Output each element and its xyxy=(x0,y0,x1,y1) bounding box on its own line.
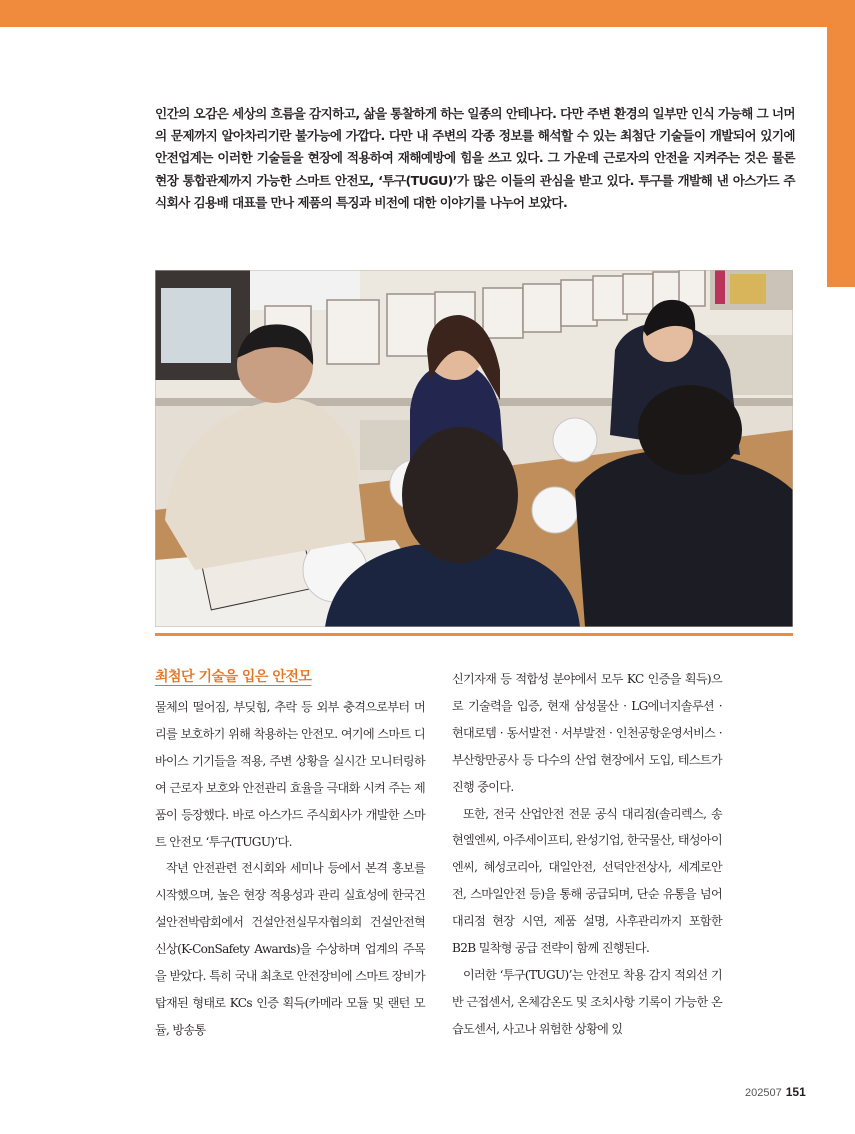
right-paragraph-1: 신기자재 등 적합성 분야에서 모두 KC 인증을 획득)으로 기술력을 입증, 현재 삼성물산 · LG에너지솔루션 · 현대로템 · 동서발전 · 서부발전 · 인천공항운영서비스 · 부산항만공사 등 다수의 산업 현장에서 도입, 테스트가 진행 중이다. xyxy=(452,672,722,794)
left-paragraph-1: 물체의 떨어짐, 부딪힘, 추락 등 외부 충격으로부터 머리를 보호하기 위해 착용하는 안전모. 여기에 스마트 디바이스 기기들을 적용, 주변 상황을 실시간 모니터링하여 근로자 보호와 안전관리 효율을 극대화 시켜 주는 제품이 등장했다. 바로 아스가드 주식회사가 개발한 스마트 안전모 ‘투구(TUGU)’다. xyxy=(155,700,425,849)
right-paragraph-2: 또한, 전국 산업안전 전문 공식 대리점(솔리렉스, 송현엘엔씨, 아주세이프티, 완성기업, 한국물산, 태성아이엔씨, 혜성코리아, 대일안전, 선덕안전상사, 세계로안전, 스마일안전 등)을 통해 공급되며, 단순 유통을 넘어 대리점 현장 시연, 제품 설명, 사후관리까지 포함한 B2B 밀착형 공급 전략이 함께 진행된다. xyxy=(452,806,722,956)
left-column xyxy=(155,666,425,1044)
page-number: 151 xyxy=(785,1085,806,1099)
page-footer xyxy=(745,1085,806,1099)
right-paragraph-3: 이러한 ‘투구(TUGU)’는 안전모 착용 감지 적외선 기반 근접센서, 온체감온도 및 조치사항 기록이 가능한 온습도센서, 사고나 위험한 상황에 있 xyxy=(452,967,722,1036)
section-divider xyxy=(155,633,793,636)
issue-number: 202507 xyxy=(745,1087,782,1099)
left-paragraph-2: 작년 안전관련 전시회와 세미나 등에서 본격 홍보를 시작했으며, 높은 현장 적용성과 관리 실효성에 한국건설안전박람회에서 건설안전실무자협의회 건설안전혁신상(K-ConSafety Awards)을 수상하며 업계의 주목을 받았다. 특히 국내 최초로 안전장비에 스마트 장비가 탑재된 형태로 KCs 인증 획득(카메라 모듈 및 랜턴 모듈, 방송통 xyxy=(155,861,425,1037)
top-accent-bar xyxy=(0,0,855,27)
section-title: 최첨단 기술을 입은 안전모 xyxy=(155,669,312,685)
right-column xyxy=(452,666,722,1043)
intro-lead-paragraph: 인간의 오감은 세상의 흐름을 감지하고, 삶을 통찰하게 하는 일종의 안테나다. 다만 주변 환경의 일부만 인식 가능해 그 너머의 문제까지 알아차리기란 불가능에 가깝다. 다만 내 주변의 각종 정보를 해석할 수 있는 최첨단 기술들이 개발되어 있기에 안전업계는 이러한 기술들을 현장에 적용하여 재해예방에 힘을 쓰고 있다. 그 가운데 근로자의 안전을 지켜주는 것은 물론 현장 통합관제까지 가능한 스마트 안전모, ‘투구(TUGU)’가 많은 이들의 관심을 받고 있다. 투구를 개발해 낸 아스가드 주식회사 김용배 대표를 만나 제품의 특징과 비전에 대한 이야기를 나누어 보았다. xyxy=(155,106,795,210)
side-accent-bar xyxy=(827,27,855,287)
meeting-photo xyxy=(155,270,793,627)
